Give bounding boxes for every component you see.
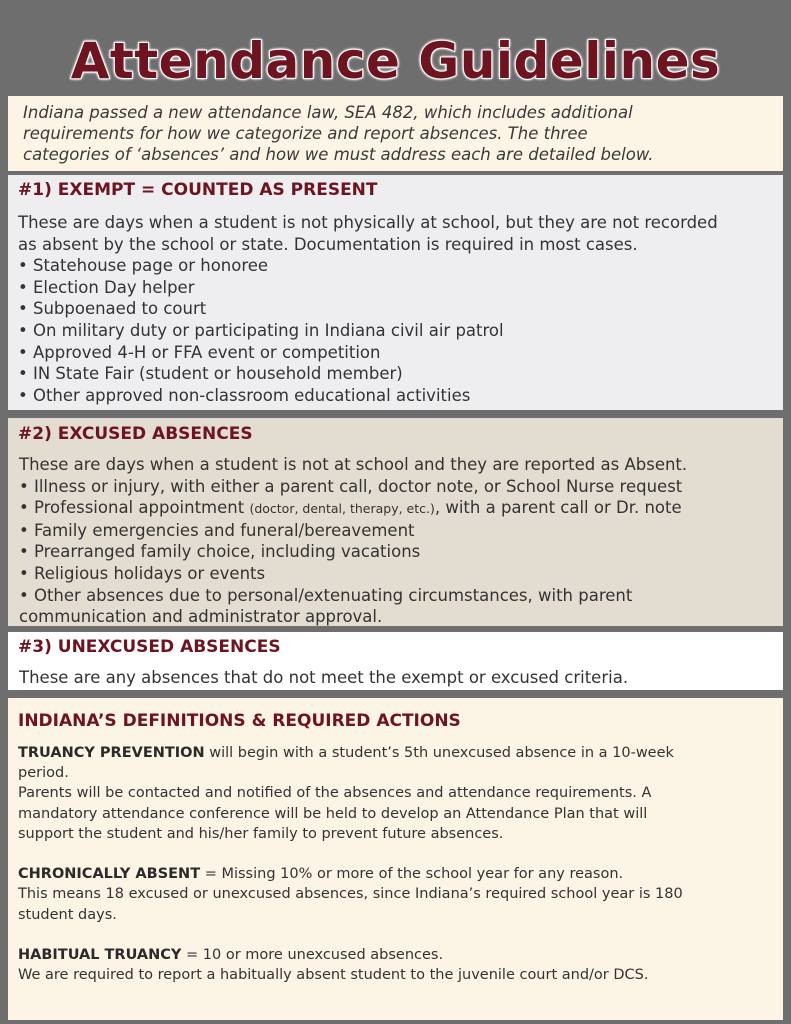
exempt-heading: #1) EXEMPT = COUNTED AS PRESENT — [18, 180, 378, 200]
habitual-truancy-term: HABITUAL TRUANCY — [18, 947, 182, 963]
list-item-continued: communication and administrator approval. — [19, 607, 383, 627]
list-item: • Election Day helper — [18, 277, 195, 297]
list-item: • Statehouse page or honoree — [18, 256, 269, 276]
intro-line: categories of ‘absences’ and how we must address each are detailed below. — [23, 145, 654, 164]
intro-line: requirements for how we categorize and report absences. The three — [23, 124, 588, 143]
list-item: • Illness or injury, with either a parent call, doctor note, or School Nurse request — [19, 476, 683, 496]
page-title: Attendance Guidelines — [70, 32, 721, 90]
truancy-prevention-text: will begin with a student’s 5th unexcused absence in a 10-week — [204, 745, 674, 761]
list-item: • Subpoenaed to court — [18, 299, 207, 319]
chronically-absent-text: = Missing 10% or more of the school year for any reason. — [200, 866, 624, 883]
chronic-detail-line: This means 18 excused or unexcused absences, since Indiana’s required school year is 180 — [18, 886, 683, 903]
truancy-detail-line: Parents will be contacted and notified of the absences and attendance requirements. A — [18, 785, 652, 802]
professional-suffix: , with a parent call or Dr. note — [434, 498, 682, 518]
professional-prefix: • Professional appointment — [19, 498, 250, 518]
truancy-prevention-line2: period. — [18, 765, 69, 782]
unexcused-body — [18, 667, 773, 689]
truancy-detail-line: mandatory attendance conference will be held to develop an Attendance Plan that will — [18, 805, 648, 822]
definitions-heading: INDIANA’S DEFINITIONS & REQUIRED ACTIONS — [18, 711, 461, 731]
truancy-detail-line: support the student and his/her family to prevent future absences. — [18, 825, 504, 842]
chronic-detail-line: student days. — [18, 906, 117, 923]
excused-description: These are days when a student is not at school and they are reported as Absent. — [19, 455, 688, 474]
exempt-body — [18, 212, 773, 406]
chronically-absent-term: CHRONICALLY ABSENT — [18, 866, 201, 883]
excused-heading: #2) EXCUSED ABSENCES — [18, 424, 253, 444]
list-item — [19, 497, 773, 520]
excused-section — [8, 418, 783, 626]
list-item: • On military duty or participating in Indiana civil air patrol — [18, 320, 504, 340]
exempt-section — [8, 175, 783, 410]
professional-note: (doctor, dental, therapy, etc.) — [249, 501, 435, 517]
exempt-description-line: These are days when a student is not physically at school, but they are not recorded — [18, 213, 718, 232]
list-item: • Other absences due to personal/extenuating circumstances, with parent — [19, 585, 633, 605]
exempt-description-line: as absent by the school or state. Documentation is required in most cases. — [18, 234, 638, 254]
habitual-detail-line: We are required to report a habitually absent student to the juvenile court and/or DCS. — [18, 967, 649, 984]
unexcused-description: These are any absences that do not meet the exempt or excused criteria. — [19, 668, 629, 687]
unexcused-section — [8, 632, 783, 690]
excused-body — [18, 454, 773, 628]
list-item: • Religious holidays or events — [19, 563, 266, 583]
habitual-truancy-text: = 10 or more unexcused absences. — [181, 947, 444, 963]
list-item: • Approved 4-H or FFA event or competition — [18, 342, 381, 362]
list-item: • Family emergencies and funeral/bereavement — [19, 520, 415, 540]
intro-line: Indiana passed a new attendance law, SEA 482, which includes additional — [23, 103, 633, 122]
intro-panel — [8, 96, 783, 171]
chronically-absent-line — [18, 864, 773, 884]
list-item: • Prearranged family choice, including vacations — [19, 542, 421, 562]
list-item: • IN State Fair (student or household member) — [18, 364, 403, 384]
truancy-prevention-term: TRUANCY PREVENTION — [18, 745, 205, 761]
habitual-truancy-line — [18, 945, 773, 965]
definitions-body — [18, 743, 773, 985]
unexcused-heading: #3) UNEXCUSED ABSENCES — [18, 637, 281, 657]
definitions-section — [8, 698, 783, 1020]
list-item: • Other approved non-classroom educational activities — [18, 385, 471, 405]
truancy-prevention-line — [18, 743, 773, 763]
